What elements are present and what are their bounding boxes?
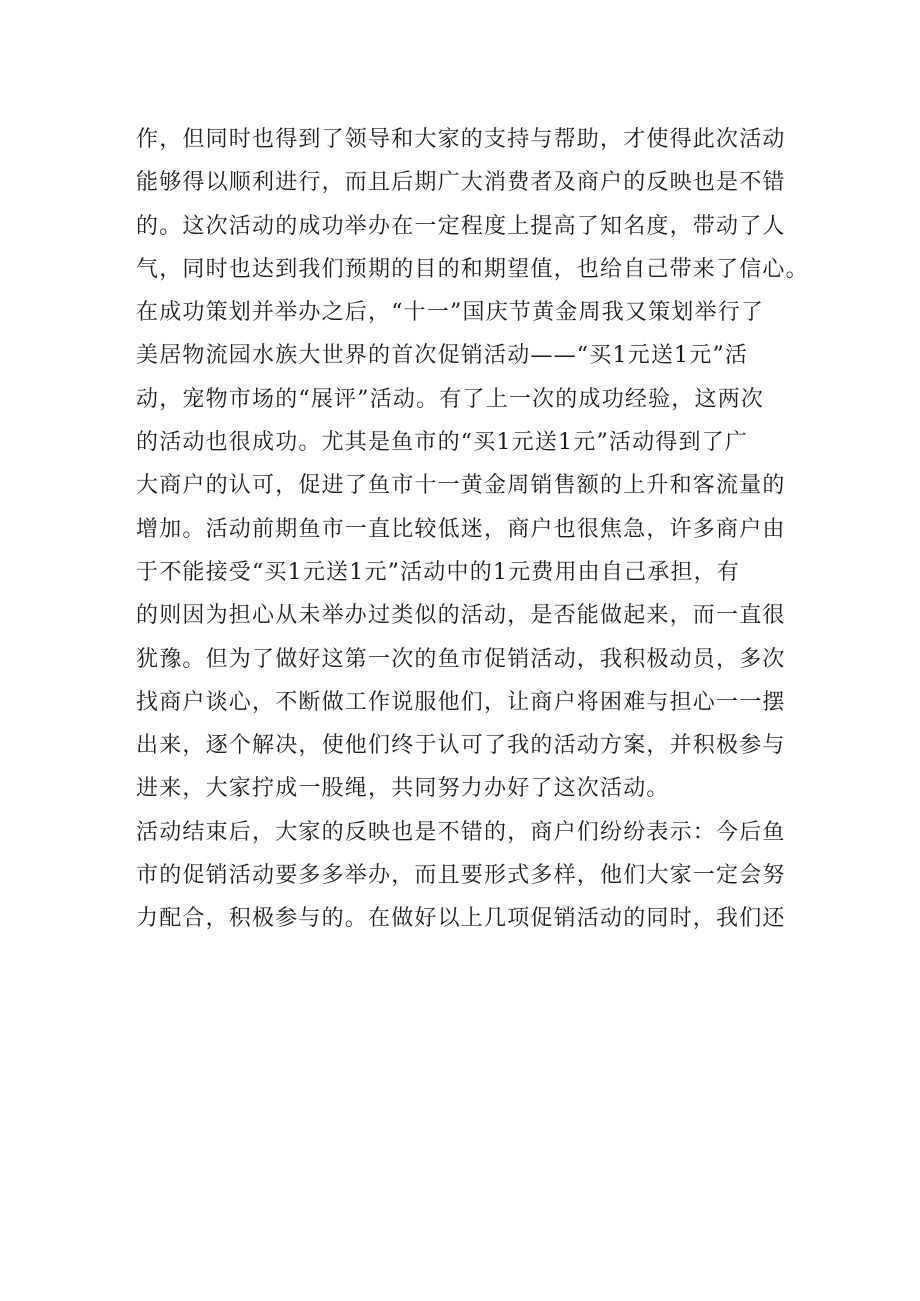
- text-line: 力配合，积极参与的。在做好以上几项促销活动的同时，我们还: [136, 906, 786, 932]
- text-line: 于不能接受“买1元送1元”活动中的1元费用由自己承担，有: [136, 559, 741, 585]
- text-line: 市的促销活动要多多举办，而且要形式多样，他们大家一定会努: [136, 863, 786, 889]
- text-line: 在成功策划并举办之后，“十一”国庆节黄金周我又策划举行了: [136, 300, 765, 326]
- text-line: 能够得以顺利进行，而且后期广大消费者及商户的反映也是不错: [136, 170, 786, 196]
- body-text: [136, 118, 809, 941]
- text-line: 的则因为担心从未举办过类似的活动，是否能做起来，而一直很: [136, 603, 786, 629]
- text-line: 美居物流园水族大世界的首次促销活动——“买1元送1元”活: [136, 343, 749, 369]
- text-line: 作，但同时也得到了领导和大家的支持与帮助，才使得此次活动: [136, 127, 786, 152]
- text-line: 气，同时也达到我们预期的目的和期望值，也给自己带来了信心。: [136, 256, 809, 282]
- text-line: 动，宠物市场的“展评”活动。有了上一次的成功经验，这两次: [136, 386, 765, 412]
- text-line: 出来，逐个解决，使他们终于认可了我的活动方案，并积极参与: [136, 733, 786, 759]
- text-line: 犹豫。但为了做好这第一次的鱼市促销活动，我积极动员，多次: [136, 646, 786, 672]
- text-line: 找商户谈心，不断做工作说服他们，让商户将困难与担心一一摆: [136, 689, 786, 715]
- text-line: 活动结束后，大家的反映也是不错的，商户们纷纷表示：今后鱼: [136, 819, 786, 845]
- text-line: 增加。活动前期鱼市一直比较低迷，商户也很焦急，许多商户由: [136, 516, 786, 542]
- text-line: 大商户的认可，促进了鱼市十一黄金周销售额的上升和客流量的: [136, 473, 786, 499]
- text-line: 的。这次活动的成功举办在一定程度上提高了知名度，带动了人: [136, 213, 786, 239]
- text-line: 的活动也很成功。尤其是鱼市的“买1元送1元”活动得到了广: [136, 430, 749, 456]
- text-line: 进来，大家拧成一股绳，共同努力办好了这次活动。: [136, 776, 670, 802]
